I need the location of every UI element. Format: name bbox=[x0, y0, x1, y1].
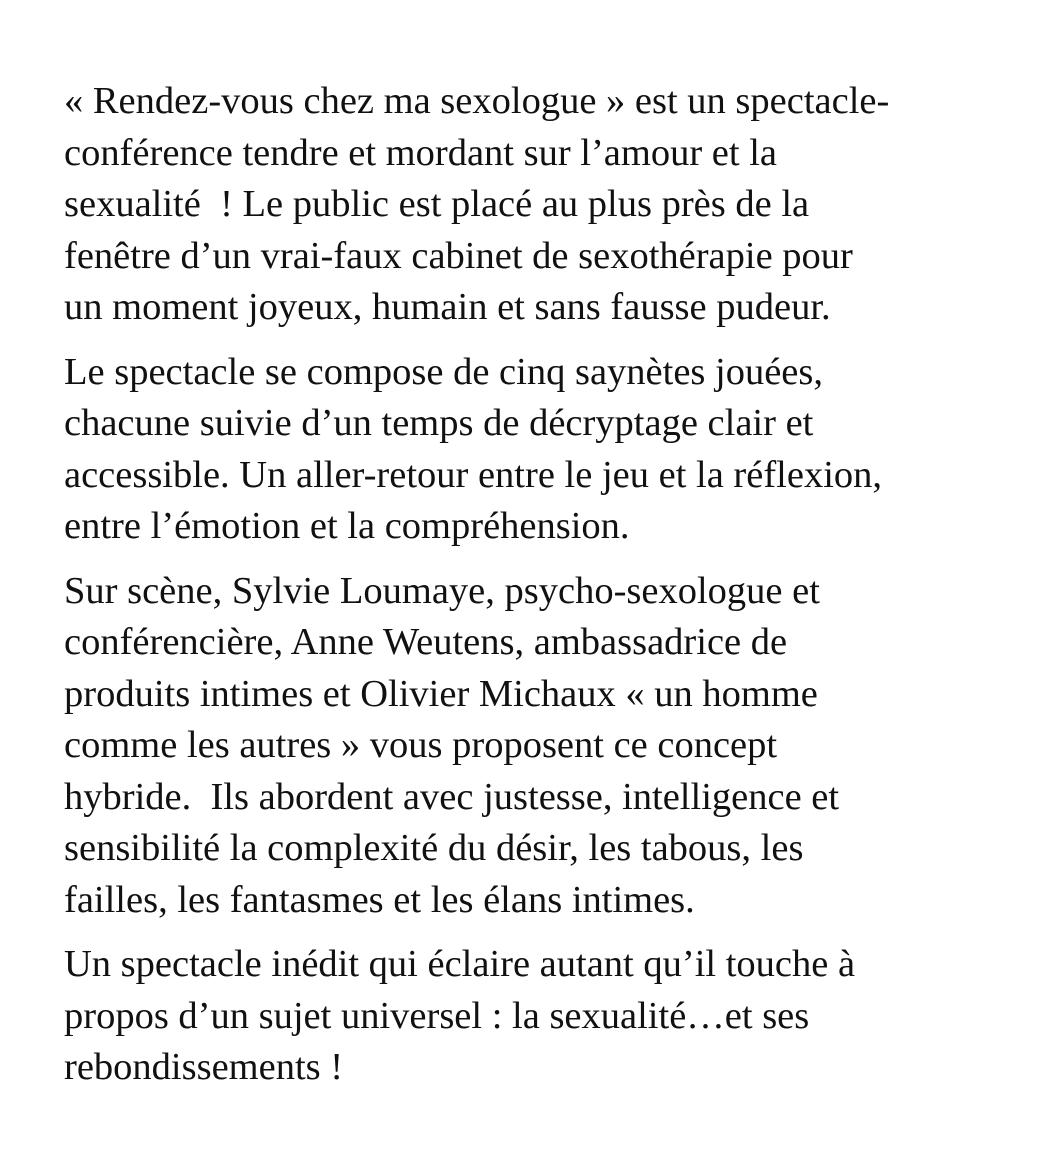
paragraph-cast bbox=[64, 566, 1024, 927]
paragraph-introduction bbox=[64, 76, 1024, 334]
text-line: sexualité ! Le public est placé au plus près de la bbox=[64, 183, 810, 225]
text-line: Sur scène, Sylvie Loumaye, psycho-sexologue et bbox=[64, 569, 820, 612]
text-line: propos d’un sujet universel : la sexualité…et ses bbox=[64, 994, 810, 1037]
text-line: failles, les fantasmes et les élans intimes. bbox=[64, 878, 695, 921]
text-line: Un spectacle inédit qui éclaire autant qu’il touche à bbox=[64, 943, 856, 985]
document-page bbox=[64, 76, 1024, 1107]
text-line: un moment joyeux, humain et sans fausse pudeur. bbox=[64, 286, 831, 328]
text-line: conférence tendre et mordant sur l’amour et la bbox=[64, 131, 777, 174]
paragraph-format bbox=[64, 347, 1024, 553]
text-line: Le spectacle se compose de cinq saynètes jouées, bbox=[64, 350, 824, 393]
text-line: rebondissements ! bbox=[64, 1046, 344, 1088]
text-line: entre l’émotion et la compréhension. bbox=[64, 505, 630, 547]
text-line: comme les autres » vous proposent ce concept bbox=[64, 724, 778, 766]
text-line: produits intimes et Olivier Michaux « un homme bbox=[64, 672, 818, 715]
text-line: chacune suivie d’un temps de décryptage clair et bbox=[64, 402, 814, 444]
text-line: conférencière, Anne Weutens, ambassadrice de bbox=[64, 621, 788, 663]
paragraph-conclusion bbox=[64, 939, 1024, 1094]
text-line: fenêtre d’un vrai-faux cabinet de sexothérapie pour bbox=[64, 234, 853, 277]
text-line: « Rendez-vous chez ma sexologue » est un spectacle- bbox=[64, 80, 890, 122]
text-line: hybride. Ils abordent avec justesse, intelligence et bbox=[64, 775, 840, 818]
text-line: accessible. Un aller-retour entre le jeu et la réflexion, bbox=[64, 453, 883, 496]
text-line: sensibilité la complexité du désir, les tabous, les bbox=[64, 827, 804, 869]
